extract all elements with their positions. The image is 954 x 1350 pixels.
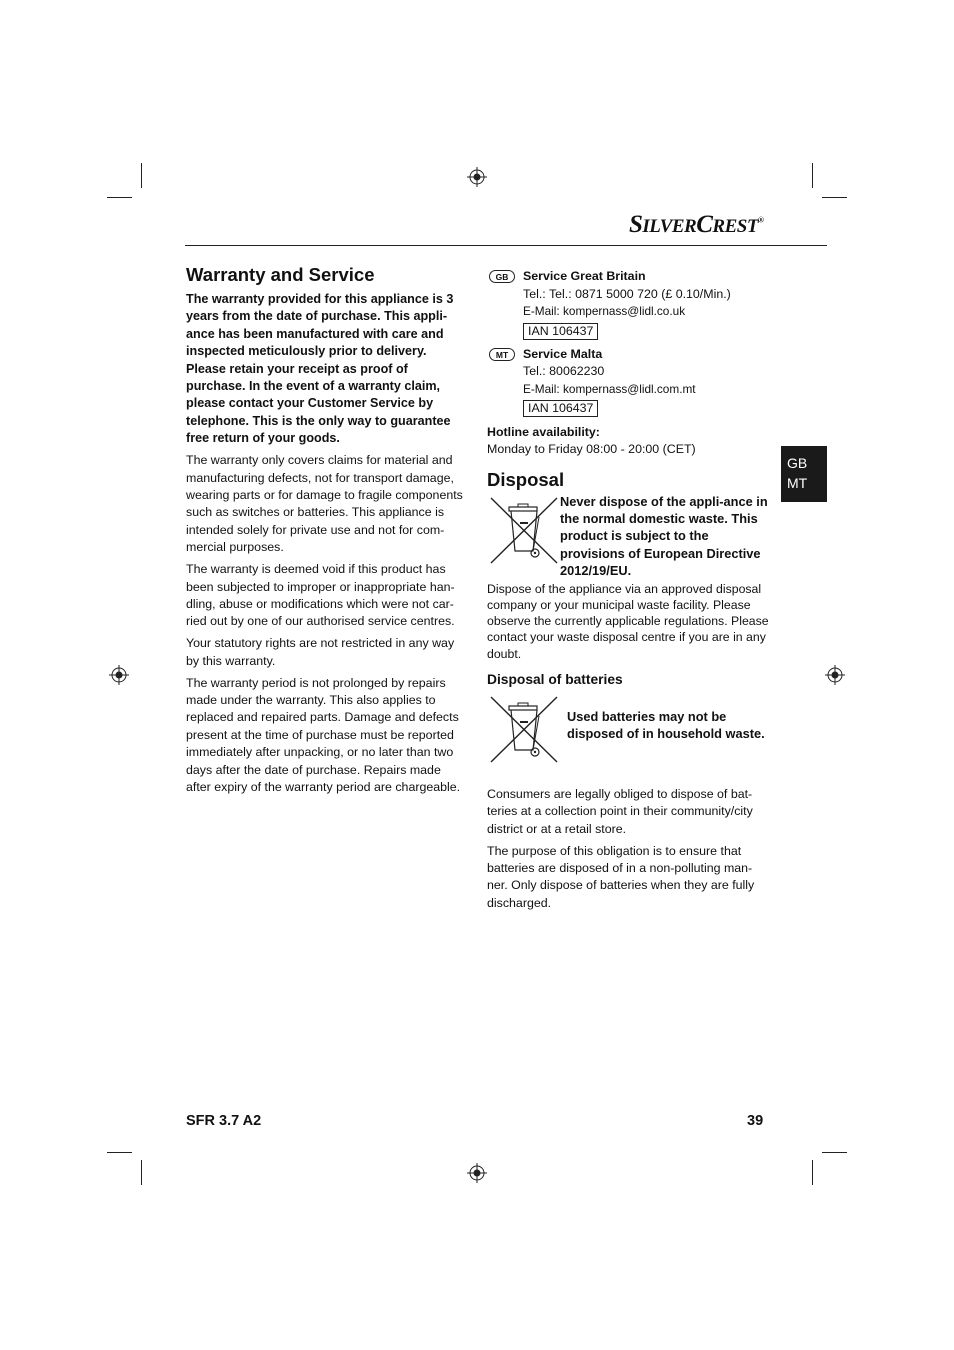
disposal-text: Dispose of the appliance via an approved disposal company or your municipal waste facility. Please observe the currently applicable regulations. Please contact your waste disposal centre if you are in any doubt. [487, 581, 769, 661]
hotline-hours: Monday to Friday 08:00 - 20:00 (CET) [487, 442, 696, 457]
service-disposal-column [487, 268, 769, 912]
service-name: Service Great Britain [523, 269, 646, 283]
header-divider [185, 245, 827, 246]
service-phone: Tel.: 80062230 [523, 364, 605, 378]
crossed-out-bin-icon [487, 495, 559, 565]
warranty-title: Warranty and Service [186, 264, 375, 285]
service-name: Service Malta [523, 346, 603, 361]
disposal-warning-text: Never dispose of the appli-ance in the normal domestic waste. This product is subject to the provisions of European Directive 2012/19/EU. [560, 493, 768, 578]
disposal-title: Disposal [487, 468, 565, 490]
crossed-out-bin-icon [487, 694, 559, 764]
language-code: MT [787, 475, 808, 491]
crop-mark [812, 1160, 813, 1185]
service-entry-gb [487, 268, 769, 340]
warranty-paragraph: The warranty provided for this appliance is 3 years from the date of purchase. This appli-ance has been manufactured with care and inspected meticulously prior to delivery. Please retain your receipt as proof of purchase. In the event of a warranty claim, please contact your Customer Service by telephone. This is the only way to guarantee free return of your goods. [186, 292, 454, 446]
country-badge: MT [489, 348, 515, 361]
crop-mark [141, 1160, 142, 1185]
model-number: SFR 3.7 A2 [186, 1113, 262, 1129]
registration-mark-icon [467, 167, 487, 187]
crop-mark [141, 163, 142, 188]
warranty-paragraph: The warranty period is not prolonged by repairs made under the warranty. This also applies to replaced and repaired parts. Damage and defects present at the time of purchase must be reported immediately after unpacking, or no later than two days after the date of purchase. Repairs made after expiry of the warranty period are chargeable. [186, 675, 461, 794]
hotline-label: Hotline availability: [487, 425, 600, 439]
warranty-paragraph: The warranty is deemed void if this product has been subjected to improper or inappropriate han-dling, abuse or modifications which were not car-ried out by one of our authorised service centres. [186, 562, 455, 629]
crop-mark [107, 197, 132, 198]
batteries-paragraph: The purpose of this obligation is to ensure that batteries are disposed of in a non-polluting man-ner. Only dispose of batteries when they are fully discharged. [487, 843, 755, 910]
batteries-title: Disposal of batteries [487, 671, 623, 687]
crop-mark [822, 197, 847, 198]
batteries-warning-text: Used batteries may not be disposed of in household waste. [567, 708, 765, 742]
service-email: E-Mail: kompernass@lidl.com.mt [523, 381, 696, 396]
crop-mark [822, 1152, 847, 1153]
warranty-section [186, 262, 468, 796]
language-tab [781, 446, 827, 502]
registration-mark-icon [467, 1163, 487, 1183]
ian-number: IAN 106437 [523, 323, 598, 340]
page-number: 39 [747, 1113, 764, 1129]
batteries-paragraph: Consumers are legally obliged to dispose of bat-teries at a collection point in their community/city district or at a retail store. [487, 786, 753, 836]
warranty-paragraph: The warranty only covers claims for material and manufacturing defects, not for transport damage, wearing parts or for damage to fragile components such as switches or batteries. This appliance is intended solely for private use and not for com-mercial purposes. [186, 453, 463, 555]
service-phone: Tel.: Tel.: 0871 5000 720 (£ 0.10/Min.) [523, 286, 731, 301]
crop-mark [812, 163, 813, 188]
batteries-warning [487, 690, 769, 786]
brand-logo: SILVERCREST® [629, 211, 764, 238]
registration-mark-icon [109, 665, 129, 685]
registration-mark-icon [825, 665, 845, 685]
service-entry-mt [487, 346, 769, 418]
ian-number: IAN 106437 [523, 400, 598, 417]
disposal-warning [487, 493, 769, 581]
country-badge: GB [489, 270, 515, 283]
language-code: GB [787, 455, 808, 471]
service-email: E-Mail: kompernass@lidl.co.uk [523, 304, 686, 318]
warranty-paragraph: Your statutory rights are not restricted in any way by this warranty. [186, 636, 455, 668]
crop-mark [107, 1152, 132, 1153]
